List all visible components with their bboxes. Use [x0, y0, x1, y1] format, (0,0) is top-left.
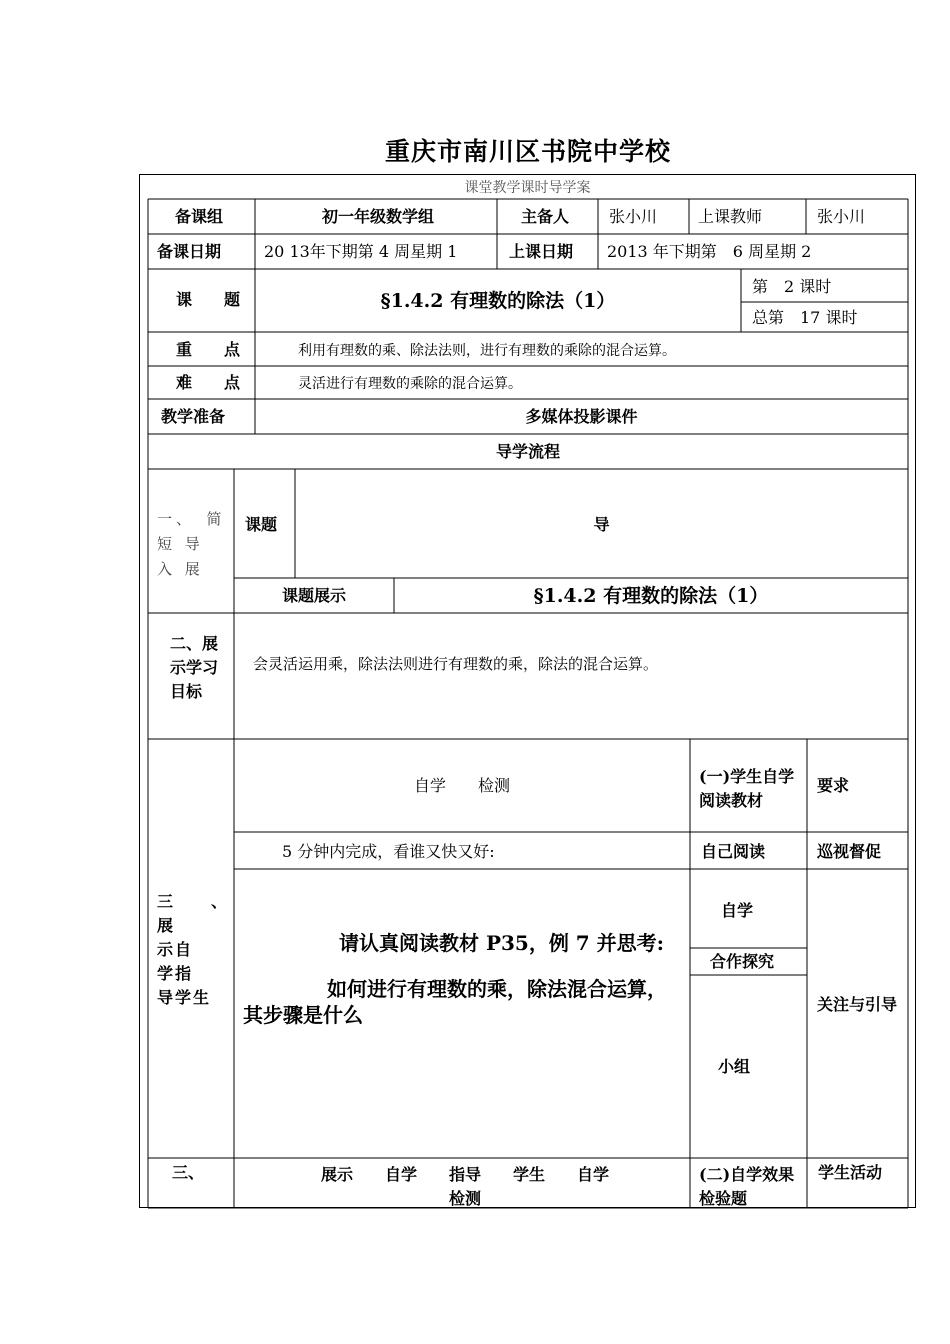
- prep-date-label: 备课日期: [157, 242, 222, 261]
- group-value: 初一年级数学组: [322, 207, 435, 226]
- prep-label: 教学准备: [161, 407, 226, 426]
- topic-label: 课 题: [176, 290, 241, 309]
- prep-value: 多媒体投影课件: [525, 407, 638, 426]
- topic-value: §1.4.2 有理数的除法（1）: [380, 290, 616, 312]
- section2-label: 二、展示学习目标: [170, 634, 219, 701]
- task-question-2: 如何进行有理数的乘，除法混合运算，其步骤是什么: [243, 977, 667, 1027]
- section1-label: 一、 简短 导 入 展: [157, 510, 226, 578]
- cooperative-explore: 合作探究: [710, 952, 775, 971]
- lesson-number: 第 2 课时: [752, 277, 832, 296]
- prep-date-value: 20 13年下期第 4 周星期 1: [264, 242, 458, 261]
- student-activity: 学生活动: [818, 1163, 883, 1182]
- lesson-total: 总第 17 课时: [752, 308, 858, 327]
- form-frame: [139, 174, 916, 1208]
- class-date-value: 2013 年下期第 6 周星期 2: [607, 242, 812, 261]
- time-instruction: 5 分钟内完成，看谁又快又好:: [282, 842, 495, 861]
- section3b-label: 三、: [172, 1163, 205, 1182]
- self-study: 自学: [721, 901, 754, 920]
- preparer-value: 张小川: [609, 207, 658, 226]
- section1-topic-col: 课题: [245, 515, 278, 534]
- preparer-label: 主备人: [521, 207, 570, 226]
- school-title: 重庆市南川区书院中学校: [384, 137, 671, 166]
- class-date-label: 上课日期: [509, 242, 574, 261]
- self-read: 自己阅读: [701, 842, 766, 861]
- task-question-1: 请认真阅读教材 P35，例 7 并思考:: [339, 931, 665, 955]
- attention-guide: 关注与引导: [817, 995, 898, 1014]
- key-point-label: 重 点: [176, 340, 241, 359]
- difficulty-value: 灵活进行有理数的乘除的混合运算。: [298, 376, 522, 392]
- form-subtitle: 课堂教学课时导学案: [464, 180, 591, 196]
- section2-objective: 会灵活运用乘，除法法则进行有理数的乘，除法的混合运算。: [253, 655, 659, 673]
- group-work: 小组: [718, 1057, 751, 1076]
- teacher-label: 上课教师: [698, 207, 763, 226]
- section1-guide-col: 导: [593, 515, 610, 534]
- section3b-value: 展示 自学 指导 学生 自学 检测: [320, 1165, 642, 1208]
- topic-show-value: §1.4.2 有理数的除法（1）: [533, 585, 769, 607]
- requirement-label: 要求: [817, 776, 850, 795]
- group-label: 备课组: [175, 207, 224, 226]
- key-point-value: 利用有理数的乘、除法法则，进行有理数的乘除的混合运算。: [298, 343, 676, 359]
- selfcheck-label: 自学 检测: [413, 776, 510, 795]
- section3-label: 三 、展 示自 学指 导学生: [157, 892, 230, 1007]
- topic-show-label: 课题展示: [281, 586, 346, 605]
- teacher-value: 张小川: [817, 207, 866, 226]
- patrol-supervise: 巡视督促: [817, 842, 882, 861]
- flow-heading: 导学流程: [495, 442, 560, 461]
- effect-check: (二)自学效果检验题: [699, 1165, 795, 1208]
- student-reading: (一)学生自学阅读教材: [699, 767, 795, 810]
- difficulty-label: 难 点: [176, 373, 241, 392]
